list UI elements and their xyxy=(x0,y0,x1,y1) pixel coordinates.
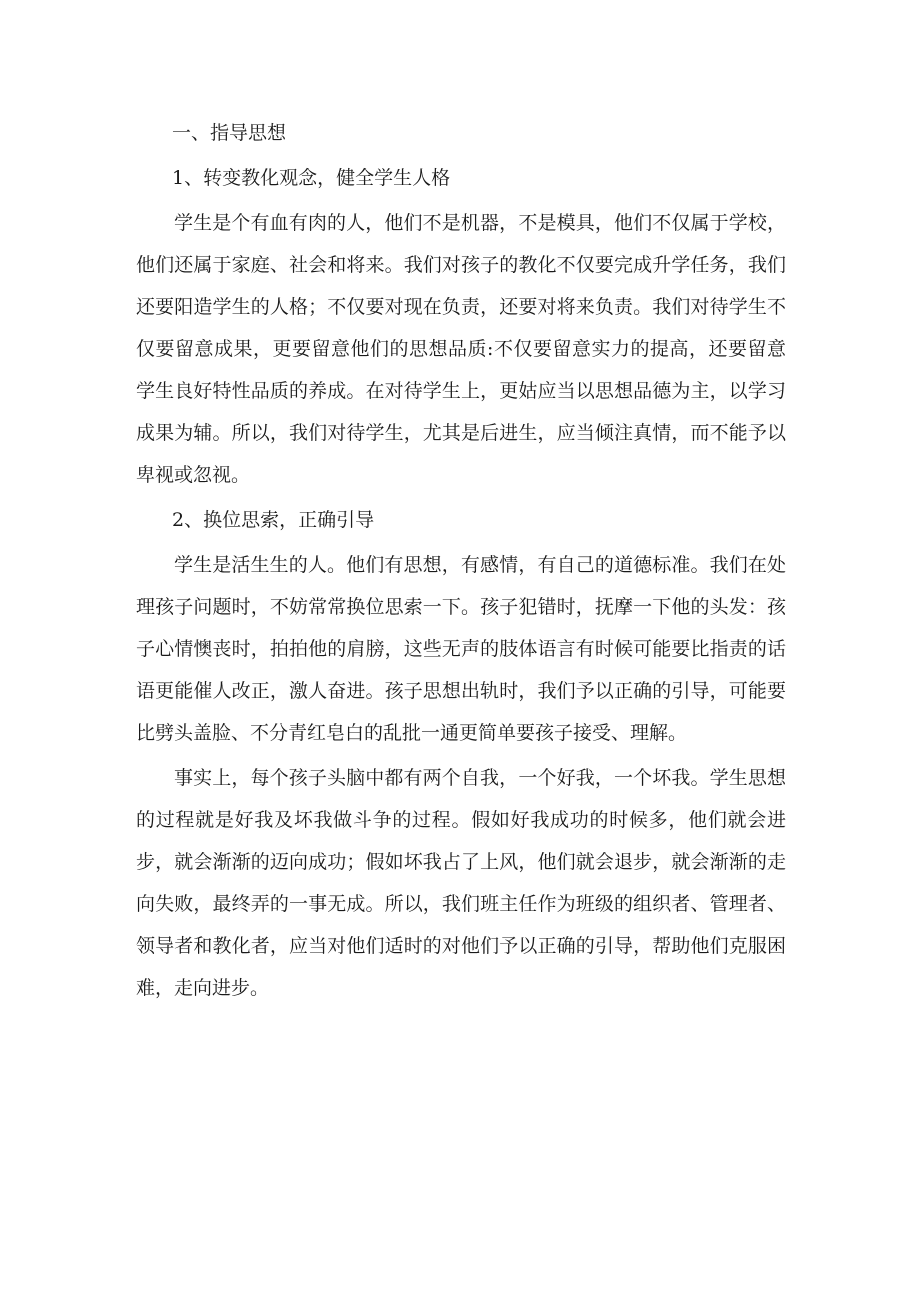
paragraph: 学生是个有血有肉的人，他们不是机器，不是模具，他们不仅属于学校，他们还属于家庭、社会和将来。我们对孩子的教化不仅要完成升学任务，我们还要阳造学生的人格；不仅要对现在负责，还要对将来负责。我们对待学生不仅要留意成果，更要留意他们的思想品质:不仅要留意实力的提高，还要留意学生良好特性品质的养成。在对待学生上，更姑应当以思想品德为主，以学习成果为辅。所以，我们对待学生，尤其是后进生，应当倾注真情，而不能予以卑视或忽视。 xyxy=(136,212,786,486)
section-title: 一、指导思想 xyxy=(172,122,287,144)
document-body xyxy=(136,112,786,1012)
subsection-title-2: 2、换位思索，正确引导 xyxy=(172,509,375,531)
paragraph: 学生是活生生的人。他们有思想，有感情，有自己的道德标准。我们在处理孩子问题时，不妨常常换位思索一下。孩子犯错时，抚摩一下他的头发：孩子心情懊丧时，拍拍他的肩膀，这些无声的肢体语言有时候可能要比指责的话语更能催人改正，激人奋进。孩子思想出轨时，我们予以正确的引导，可能要比劈头盖脸、不分青红皂白的乱批一通更简单要孩子接受、理解。 xyxy=(136,554,786,744)
subsection-title-1: 1、转变教化观念，健全学生人格 xyxy=(172,167,451,189)
paragraph: 事实上，每个孩子头脑中都有两个自我，一个好我，一个坏我。学生思想的过程就是好我及坏我做斗争的过程。假如好我成功的时候多，他们就会进步，就会渐渐的迈向成功；假如坏我占了上风，他们就会退步，就会渐渐的走向失败，最终弄的一事无成。所以，我们班主任作为班级的组织者、管理者、领导者和教化者，应当对他们适时的对他们予以正确的引导，帮助他们克服困难，走向进步。 xyxy=(136,767,786,999)
